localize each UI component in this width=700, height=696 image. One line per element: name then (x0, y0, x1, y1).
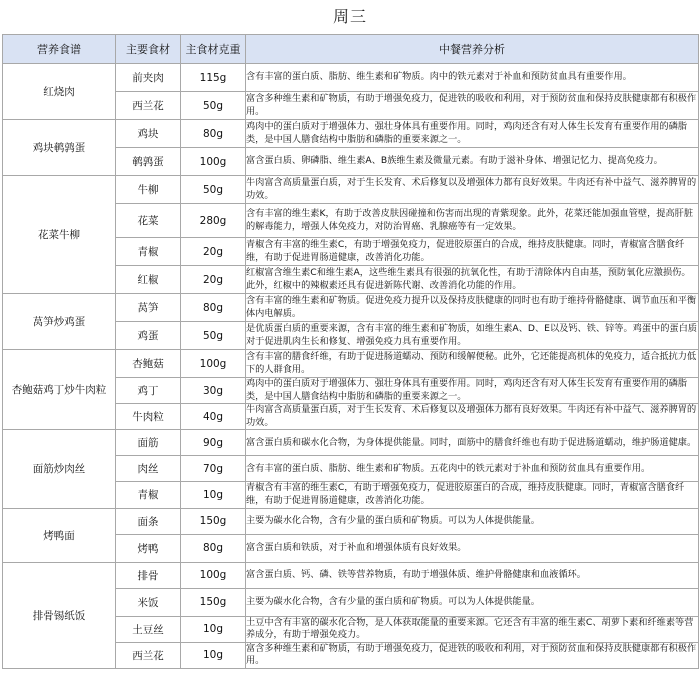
ingredient-weight: 50g (181, 176, 246, 204)
ingredient-weight: 10g (181, 642, 246, 668)
ingredient-name: 面筋 (116, 430, 181, 456)
ingredient-weight: 150g (181, 508, 246, 534)
table-row (3, 64, 699, 92)
menu-table (2, 34, 699, 669)
ingredient-name: 肉丝 (116, 456, 181, 482)
ingredient-name: 排骨 (116, 562, 181, 588)
header-dish: 营养食谱 (3, 35, 116, 64)
ingredient-weight: 80g (181, 534, 246, 562)
nutrition-analysis: 富含多种维生素和矿物质，有助于增强免疫力，促进铁的吸收和利用，对于预防贫血和保持皮肤健康都有积极作用。 (246, 92, 699, 120)
dish-name: 面筋炒肉丝 (3, 430, 116, 508)
nutrition-analysis: 鸡肉中的蛋白质对于增强体力、强壮身体具有重要作用。同时，鸡肉还含有对人体生长发育有重要作用的磷脂类，是中国人膳食结构中脂肪和磷脂的重要来源之一。 (246, 120, 699, 148)
nutrition-analysis: 富含蛋白质和铁质，对于补血和增强体质有良好效果。 (246, 534, 699, 562)
ingredient-weight: 70g (181, 456, 246, 482)
header-ingredient: 主要食材 (116, 35, 181, 64)
nutrition-analysis: 牛肉富含高质量蛋白质，对于生长发育、术后修复以及增强体力都有良好效果。牛肉还有补中益气、滋养脾胃的功效。 (246, 176, 699, 204)
nutrition-analysis: 青椒含有丰富的维生素C，有助于增强免疫力，促进胶原蛋白的合成，维持皮肤健康。同时，青椒富含膳食纤维，有助于促进胃肠道健康，改善消化功能。 (246, 482, 699, 508)
ingredient-weight: 50g (181, 322, 246, 350)
menu-body (3, 64, 699, 669)
nutrition-analysis: 含有丰富的维生素K，有助于改善皮肤因碰撞和伤害而出现的青紫现象。此外，花菜还能加强血管壁，提高肝脏的解毒能力，增强人体免疫力，对防治胃癌、乳腺癌等有一定效果。 (246, 204, 699, 238)
nutrition-analysis: 鸡肉中的蛋白质对于增强体力、强壮身体具有重要作用。同时，鸡肉还含有对人体生长发育有重要作用的磷脂类，是中国人膳食结构中脂肪和磷脂的重要来源之一。 (246, 378, 699, 404)
ingredient-name: 青椒 (116, 482, 181, 508)
nutrition-analysis: 富含蛋白质和碳水化合物，为身体提供能量。同时，面筋中的膳食纤维也有助于促进肠道蠕动，维护肠道健康。 (246, 430, 699, 456)
ingredient-name: 鸡块 (116, 120, 181, 148)
page-title: 周三 (332, 7, 367, 26)
table-row (3, 508, 699, 534)
nutrition-analysis: 含有丰富的蛋白质、脂肪、维生素和矿物质。五花肉中的铁元素对于补血和预防贫血具有重要作用。 (246, 456, 699, 482)
dish-name: 花菜牛柳 (3, 176, 116, 294)
ingredient-name: 鸡蛋 (116, 322, 181, 350)
ingredient-weight: 20g (181, 266, 246, 294)
nutrition-analysis: 富含蛋白质、钙、磷、铁等营养物质，有助于增强体质、维护骨骼健康和血液循环。 (246, 562, 699, 588)
ingredient-name: 牛肉粒 (116, 404, 181, 430)
ingredient-weight: 90g (181, 430, 246, 456)
table-row (3, 176, 699, 204)
nutrition-analysis: 富含多种维生素和矿物质，有助于增强免疫力，促进铁的吸收和利用，对于预防贫血和保持皮肤健康都有积极作用。 (246, 642, 699, 668)
ingredient-weight: 40g (181, 404, 246, 430)
ingredient-name: 米饭 (116, 588, 181, 616)
ingredient-name: 前夹肉 (116, 64, 181, 92)
ingredient-name: 莴笋 (116, 294, 181, 322)
ingredient-weight: 100g (181, 350, 246, 378)
dish-name: 杏鲍菇鸡丁炒牛肉粒 (3, 350, 116, 430)
table-row (3, 430, 699, 456)
nutrition-analysis: 青椒含有丰富的维生素C，有助于增强免疫力，促进胶原蛋白的合成，维持皮肤健康。同时，青椒富含膳食纤维，有助于促进胃肠道健康，改善消化功能。 (246, 238, 699, 266)
header-weight: 主食材克重 (181, 35, 246, 64)
ingredient-weight: 30g (181, 378, 246, 404)
dish-name: 莴笋炒鸡蛋 (3, 294, 116, 350)
ingredient-name: 青椒 (116, 238, 181, 266)
ingredient-weight: 50g (181, 92, 246, 120)
nutrition-analysis: 含有丰富的膳食纤维，有助于促进肠道蠕动、预防和缓解便秘。此外，它还能提高机体的免疫力，适合抵抗力低下的人群食用。 (246, 350, 699, 378)
ingredient-weight: 80g (181, 294, 246, 322)
dish-name: 鸡块鹌鹑蛋 (3, 120, 116, 176)
dish-name: 排骨锡纸饭 (3, 562, 116, 668)
ingredient-weight: 280g (181, 204, 246, 238)
ingredient-name: 鹌鹑蛋 (116, 148, 181, 176)
ingredient-weight: 150g (181, 588, 246, 616)
dish-name: 红烧肉 (3, 64, 116, 120)
nutrition-analysis: 主要为碳水化合物，含有少量的蛋白质和矿物质。可以为人体提供能量。 (246, 588, 699, 616)
nutrition-analysis: 红椒富含维生素C和维生素A，这些维生素具有很强的抗氧化性，有助于清除体内自由基，预防氧化应激损伤。此外，红椒中的辣椒素还具有促进新陈代谢、改善消化功能的作用。 (246, 266, 699, 294)
ingredient-weight: 80g (181, 120, 246, 148)
ingredient-name: 西兰花 (116, 642, 181, 668)
header-row (3, 35, 699, 64)
ingredient-name: 花菜 (116, 204, 181, 238)
table-row (3, 120, 699, 148)
ingredient-name: 鸡丁 (116, 378, 181, 404)
ingredient-weight: 100g (181, 562, 246, 588)
nutrition-analysis: 含有丰富的维生素和矿物质。促进免疫力提升以及保持皮肤健康的同时也有助于维持骨骼健康、调节血压和平衡体内电解质。 (246, 294, 699, 322)
nutrition-analysis: 富含蛋白质、卵磷脂、维生素A、B族维生素及微量元素。有助于滋补身体、增强记忆力、提高免疫力。 (246, 148, 699, 176)
ingredient-weight: 10g (181, 482, 246, 508)
ingredient-name: 牛柳 (116, 176, 181, 204)
ingredient-name: 杏鲍菇 (116, 350, 181, 378)
ingredient-name: 面条 (116, 508, 181, 534)
ingredient-name: 红椒 (116, 266, 181, 294)
nutrition-analysis: 含有丰富的蛋白质、脂肪、维生素和矿物质。肉中的铁元素对于补血和预防贫血具有重要作用。 (246, 64, 699, 92)
header-analysis: 中餐营养分析 (246, 35, 699, 64)
ingredient-weight: 10g (181, 616, 246, 642)
nutrition-analysis: 牛肉富含高质量蛋白质，对于生长发育、术后修复以及增强体力都有良好效果。牛肉还有补中益气、滋养脾胃的功效。 (246, 404, 699, 430)
ingredient-name: 土豆丝 (116, 616, 181, 642)
table-row (3, 294, 699, 322)
table-row (3, 350, 699, 378)
nutrition-analysis: 主要为碳水化合物，含有少量的蛋白质和矿物质。可以为人体提供能量。 (246, 508, 699, 534)
ingredient-name: 西兰花 (116, 92, 181, 120)
ingredient-weight: 20g (181, 238, 246, 266)
nutrition-analysis: 是优质蛋白质的重要来源，含有丰富的维生素和矿物质，如维生素A、D、E以及钙、铁、锌等。鸡蛋中的蛋白质对于促进肌肉生长和修复、增强免疫力具有重要作用。 (246, 322, 699, 350)
ingredient-weight: 100g (181, 148, 246, 176)
ingredient-name: 烤鸭 (116, 534, 181, 562)
dish-name: 烤鸭面 (3, 508, 116, 562)
table-row (3, 562, 699, 588)
nutrition-analysis: 土豆中含有丰富的碳水化合物，是人体获取能量的重要来源。它还含有丰富的维生素C、胡萝卜素和纤维素等营养成分，有助于增强免疫力。 (246, 616, 699, 642)
ingredient-weight: 115g (181, 64, 246, 92)
